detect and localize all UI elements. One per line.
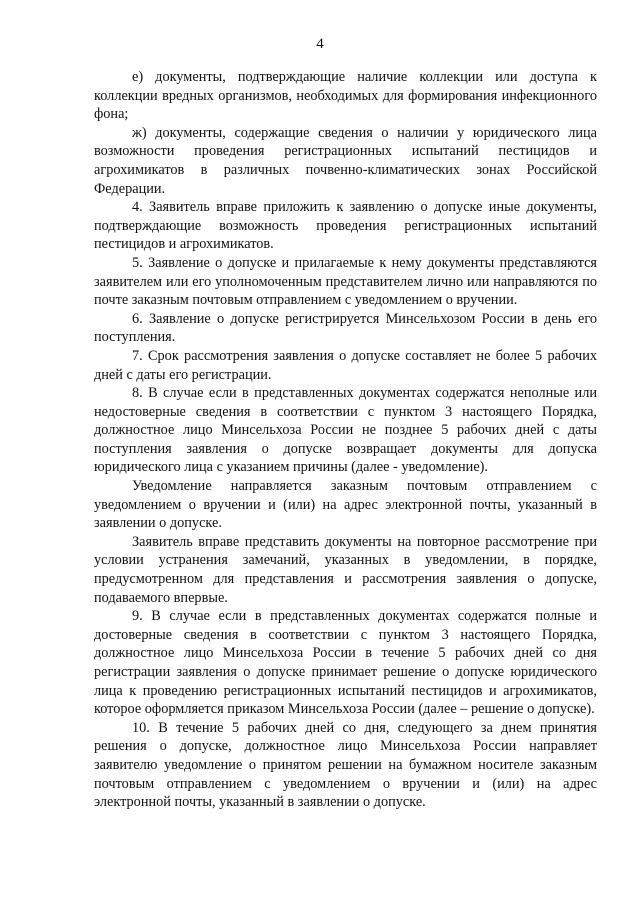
paragraph-8: 8. В случае если в представленных документах содержатся неполные или недостоверные сведения в соответствии с пунктом 3 настоящего Порядка, должностное лицо Минсельхоза России не позднее 5 рабочих дней с даты поступления заявления о допуске возвращает документы для допуска юридического лица с указанием причины (далее - уведомление). xyxy=(94,385,597,476)
paragraph-6: 6. Заявление о допуске регистрируется Минсельхозом России в день его поступления. xyxy=(94,310,597,346)
paragraph-8-resubmission: Заявитель вправе представить документы на повторное рассмотрение при условии устранения замечаний, указанных в уведомлении, в порядке, предусмотренном для представления и рассмотрения заявления о допуске, подаваемого впервые. xyxy=(94,533,597,606)
paragraph-4: 4. Заявитель вправе приложить к заявлению о допуске иные документы, подтверждающие возможность проведения регистрационных испытаний пестицидов и агрохимикатов. xyxy=(94,199,597,253)
page-number: 4 xyxy=(316,36,324,52)
paragraph-item-e: е) документы, подтверждающие наличие коллекции или доступа к коллекции вредных организмов, необходимых для формирования инфекционного фона; xyxy=(94,69,597,123)
paragraph-9: 9. В случае если в представленных документах содержатся полные и достоверные сведения в соответствии с пунктом 3 настоящего Порядка, должностное лицо Минсельхоза России в течение 5 рабочих дней со дня регистрации заявления о допуске принимает решение о допуске юридического лица к проведению регистрационных испытаний пестицидов и агрохимикатов, которое оформляется приказом Минсельхоза России (далее – решение о допуске). xyxy=(94,608,597,718)
paragraph-10: 10. В течение 5 рабочих дней со дня, следующего за днем принятия решения о допуске, должностное лицо Минсельхоза России направляет заявителю уведомление о принятом решении на бумажном носителе заказным почтовым отправлением с уведомлением о вручении и (или) на адрес электронной почты, указанный в заявлении о допуске. xyxy=(94,719,597,811)
document-body xyxy=(94,68,597,812)
paragraph-7: 7. Срок рассмотрения заявления о допуске составляет не более 5 рабочих дней с даты его регистрации. xyxy=(94,347,597,383)
paragraph-8-notification: Уведомление направляется заказным почтовым отправлением с уведомлением о вручении и (или) на адрес электронной почты, указанный в заявлении о допуске. xyxy=(94,478,597,532)
paragraph-item-zh: ж) документы, содержащие сведения о наличии у юридического лица возможности проведения регистрационных испытаний пестицидов и агрохимикатов в различных почвенно-климатических зонах Российской Федерации. xyxy=(94,124,597,197)
paragraph-5: 5. Заявление о допуске и прилагаемые к нему документы представляются заявителем или его уполномоченным представителем лично или направляются по почте заказным почтовым отправлением с уведомлением о вручении. xyxy=(94,254,597,309)
